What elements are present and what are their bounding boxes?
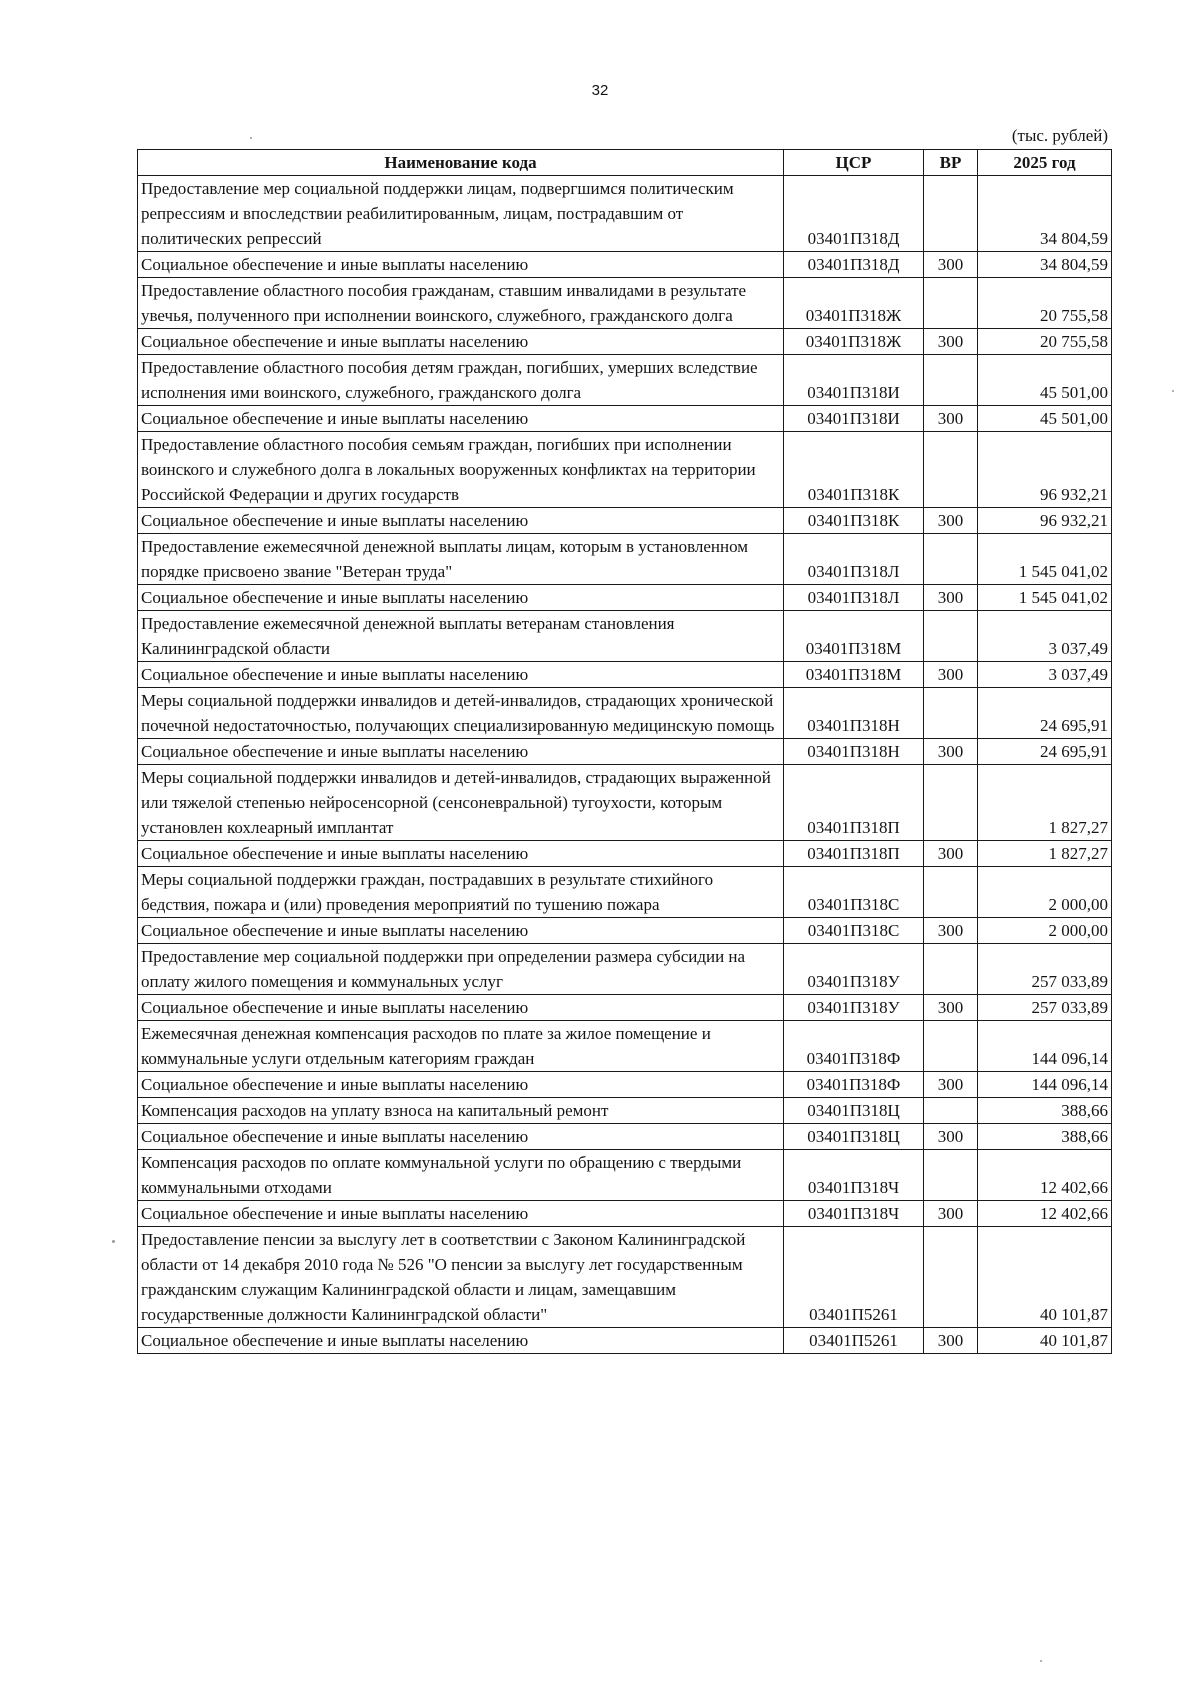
row-name: Предоставление мер социальной поддержки лицам, подвергшимся политическим репрессиям и впоследствии реабилитированным, лицам, пострадавшим от политических репрессий	[138, 176, 784, 252]
row-amount: 45 501,00	[978, 406, 1112, 432]
table-row	[138, 1328, 1112, 1354]
row-name: Социальное обеспечение и иные выплаты населению	[138, 585, 784, 611]
table-row	[138, 176, 1112, 252]
row-vr-code	[924, 1098, 978, 1124]
header-name: Наименование кода	[138, 150, 784, 176]
row-vr-code	[924, 355, 978, 406]
row-name: Социальное обеспечение и иные выплаты населению	[138, 1124, 784, 1150]
table-row	[138, 1098, 1112, 1124]
table-row	[138, 765, 1112, 841]
page-number: 32	[591, 82, 609, 99]
row-name: Предоставление пенсии за выслугу лет в соответствии с Законом Калининградской области от 14 декабря 2010 года № 526 "О пенсии за выслугу лет государственным гражданским служащим Калининградской области и лицам, замещавшим государственные должности Калининградской области"	[138, 1227, 784, 1328]
table-row	[138, 1072, 1112, 1098]
row-amount: 144 096,14	[978, 1021, 1112, 1072]
table-row	[138, 1124, 1112, 1150]
header-csr: ЦСР	[784, 150, 924, 176]
units-label: (тыс. рублей)	[1011, 126, 1108, 145]
row-amount: 1 545 041,02	[978, 585, 1112, 611]
row-vr-code: 300	[924, 995, 978, 1021]
row-amount: 40 101,87	[978, 1328, 1112, 1354]
table-row	[138, 944, 1112, 995]
row-amount: 2 000,00	[978, 918, 1112, 944]
row-vr-code	[924, 1150, 978, 1201]
row-csr-code: 03401П5261	[784, 1328, 924, 1354]
table-row	[138, 688, 1112, 739]
row-csr-code: 03401П318Ж	[784, 329, 924, 355]
row-csr-code: 03401П318И	[784, 355, 924, 406]
row-amount: 24 695,91	[978, 739, 1112, 765]
row-csr-code: 03401П318Ж	[784, 278, 924, 329]
row-csr-code: 03401П318У	[784, 995, 924, 1021]
table-row	[138, 329, 1112, 355]
row-name: Предоставление областного пособия гражданам, ставшим инвалидами в результате увечья, полученного при исполнении воинского, служебного, гражданского долга	[138, 278, 784, 329]
row-vr-code: 300	[924, 918, 978, 944]
row-vr-code: 300	[924, 1072, 978, 1098]
row-amount: 24 695,91	[978, 688, 1112, 739]
row-name: Меры социальной поддержки инвалидов и детей-инвалидов, страдающих хронической почечной недостаточностью, получающих специализированную медицинскую помощь	[138, 688, 784, 739]
row-name: Предоставление ежемесячной денежной выплаты лицам, которым в установленном порядке присвоено звание "Ветеран труда"	[138, 534, 784, 585]
row-csr-code: 03401П318Л	[784, 534, 924, 585]
table-header-row	[138, 150, 1112, 176]
row-name: Меры социальной поддержки инвалидов и детей-инвалидов, страдающих выраженной или тяжелой степенью нейросенсорной (сенсоневральной) тугоухости, которым установлен кохлеарный имплантат	[138, 765, 784, 841]
row-name: Социальное обеспечение и иные выплаты населению	[138, 739, 784, 765]
row-vr-code	[924, 867, 978, 918]
row-amount: 3 037,49	[978, 611, 1112, 662]
row-amount: 34 804,59	[978, 252, 1112, 278]
row-name: Социальное обеспечение и иные выплаты населению	[138, 995, 784, 1021]
row-vr-code	[924, 611, 978, 662]
row-name: Компенсация расходов по оплате коммунальной услуги по обращению с твердыми коммунальными отходами	[138, 1150, 784, 1201]
row-csr-code: 03401П318Ч	[784, 1201, 924, 1227]
scan-speck	[250, 137, 252, 139]
row-name: Предоставление областного пособия детям граждан, погибших, умерших вследствие исполнения ими воинского, служебного, гражданского долга	[138, 355, 784, 406]
scan-speck	[1040, 1660, 1042, 1662]
row-name: Социальное обеспечение и иные выплаты населению	[138, 1201, 784, 1227]
row-csr-code: 03401П318С	[784, 918, 924, 944]
row-csr-code: 03401П318Ч	[784, 1150, 924, 1201]
row-amount: 257 033,89	[978, 995, 1112, 1021]
row-amount: 12 402,66	[978, 1150, 1112, 1201]
row-vr-code	[924, 176, 978, 252]
table-row	[138, 278, 1112, 329]
row-csr-code: 03401П318Н	[784, 688, 924, 739]
row-vr-code: 300	[924, 508, 978, 534]
row-csr-code: 03401П318Д	[784, 252, 924, 278]
scan-speck	[112, 1240, 115, 1243]
table-row	[138, 739, 1112, 765]
table-row	[138, 867, 1112, 918]
row-vr-code	[924, 1227, 978, 1328]
row-name: Ежемесячная денежная компенсация расходов по плате за жилое помещение и коммунальные услуги отдельным категориям граждан	[138, 1021, 784, 1072]
row-vr-code: 300	[924, 585, 978, 611]
row-csr-code: 03401П318Д	[784, 176, 924, 252]
table-row	[138, 1150, 1112, 1201]
row-csr-code: 03401П318И	[784, 406, 924, 432]
row-amount: 388,66	[978, 1124, 1112, 1150]
row-name: Предоставление областного пособия семьям граждан, погибших при исполнении воинского и служебного долга в локальных вооруженных конфликтах на территории Российской Федерации и других государств	[138, 432, 784, 508]
row-vr-code: 300	[924, 662, 978, 688]
row-csr-code: 03401П318К	[784, 432, 924, 508]
table-row	[138, 1201, 1112, 1227]
row-csr-code: 03401П318Ф	[784, 1072, 924, 1098]
table-row	[138, 662, 1112, 688]
row-vr-code	[924, 944, 978, 995]
row-name: Социальное обеспечение и иные выплаты населению	[138, 508, 784, 534]
row-csr-code: 03401П5261	[784, 1227, 924, 1328]
row-vr-code	[924, 765, 978, 841]
row-amount: 1 827,27	[978, 841, 1112, 867]
row-amount: 1 545 041,02	[978, 534, 1112, 585]
row-csr-code: 03401П318Ф	[784, 1021, 924, 1072]
table-row	[138, 252, 1112, 278]
row-name: Компенсация расходов на уплату взноса на капитальный ремонт	[138, 1098, 784, 1124]
row-vr-code: 300	[924, 329, 978, 355]
row-vr-code: 300	[924, 739, 978, 765]
row-amount: 257 033,89	[978, 944, 1112, 995]
row-name: Социальное обеспечение и иные выплаты населению	[138, 406, 784, 432]
table-row	[138, 1227, 1112, 1328]
row-amount: 45 501,00	[978, 355, 1112, 406]
row-csr-code: 03401П318Ц	[784, 1098, 924, 1124]
table-row	[138, 534, 1112, 585]
row-amount: 1 827,27	[978, 765, 1112, 841]
row-amount: 20 755,58	[978, 329, 1112, 355]
row-name: Социальное обеспечение и иные выплаты населению	[138, 662, 784, 688]
scan-speck	[1172, 390, 1174, 392]
row-name: Социальное обеспечение и иные выплаты населению	[138, 1072, 784, 1098]
table-row	[138, 432, 1112, 508]
row-vr-code: 300	[924, 252, 978, 278]
row-csr-code: 03401П318П	[784, 841, 924, 867]
table-row	[138, 355, 1112, 406]
row-name: Предоставление мер социальной поддержки при определении размера субсидии на оплату жилого помещения и коммунальных услуг	[138, 944, 784, 995]
row-vr-code	[924, 432, 978, 508]
row-csr-code: 03401П318Н	[784, 739, 924, 765]
table-row	[138, 611, 1112, 662]
row-amount: 12 402,66	[978, 1201, 1112, 1227]
row-vr-code: 300	[924, 841, 978, 867]
row-vr-code	[924, 534, 978, 585]
row-vr-code: 300	[924, 1124, 978, 1150]
row-amount: 96 932,21	[978, 432, 1112, 508]
budget-table	[137, 149, 1112, 1354]
row-amount: 388,66	[978, 1098, 1112, 1124]
row-csr-code: 03401П318М	[784, 662, 924, 688]
row-csr-code: 03401П318С	[784, 867, 924, 918]
row-vr-code	[924, 278, 978, 329]
row-csr-code: 03401П318П	[784, 765, 924, 841]
row-csr-code: 03401П318Л	[784, 585, 924, 611]
header-year: 2025 год	[978, 150, 1112, 176]
row-amount: 20 755,58	[978, 278, 1112, 329]
table-row	[138, 995, 1112, 1021]
row-amount: 144 096,14	[978, 1072, 1112, 1098]
table-body	[138, 176, 1112, 1354]
row-vr-code: 300	[924, 1328, 978, 1354]
row-amount: 3 037,49	[978, 662, 1112, 688]
row-name: Социальное обеспечение и иные выплаты населению	[138, 252, 784, 278]
row-name: Социальное обеспечение и иные выплаты населению	[138, 918, 784, 944]
row-csr-code: 03401П318М	[784, 611, 924, 662]
table-row	[138, 918, 1112, 944]
table-row	[138, 1021, 1112, 1072]
row-vr-code: 300	[924, 1201, 978, 1227]
header-vr: ВР	[924, 150, 978, 176]
row-csr-code: 03401П318К	[784, 508, 924, 534]
row-name: Социальное обеспечение и иные выплаты населению	[138, 841, 784, 867]
row-amount: 96 932,21	[978, 508, 1112, 534]
row-amount: 2 000,00	[978, 867, 1112, 918]
row-vr-code	[924, 688, 978, 739]
table-row	[138, 508, 1112, 534]
row-vr-code	[924, 1021, 978, 1072]
row-amount: 34 804,59	[978, 176, 1112, 252]
row-name: Социальное обеспечение и иные выплаты населению	[138, 1328, 784, 1354]
table-row	[138, 585, 1112, 611]
row-name: Меры социальной поддержки граждан, пострадавших в результате стихийного бедствия, пожара и (или) проведения мероприятий по тушению пожара	[138, 867, 784, 918]
table-row	[138, 841, 1112, 867]
row-name: Предоставление ежемесячной денежной выплаты ветеранам становления Калининградской области	[138, 611, 784, 662]
row-csr-code: 03401П318У	[784, 944, 924, 995]
row-csr-code: 03401П318Ц	[784, 1124, 924, 1150]
row-vr-code: 300	[924, 406, 978, 432]
row-amount: 40 101,87	[978, 1227, 1112, 1328]
table-row	[138, 406, 1112, 432]
row-name: Социальное обеспечение и иные выплаты населению	[138, 329, 784, 355]
